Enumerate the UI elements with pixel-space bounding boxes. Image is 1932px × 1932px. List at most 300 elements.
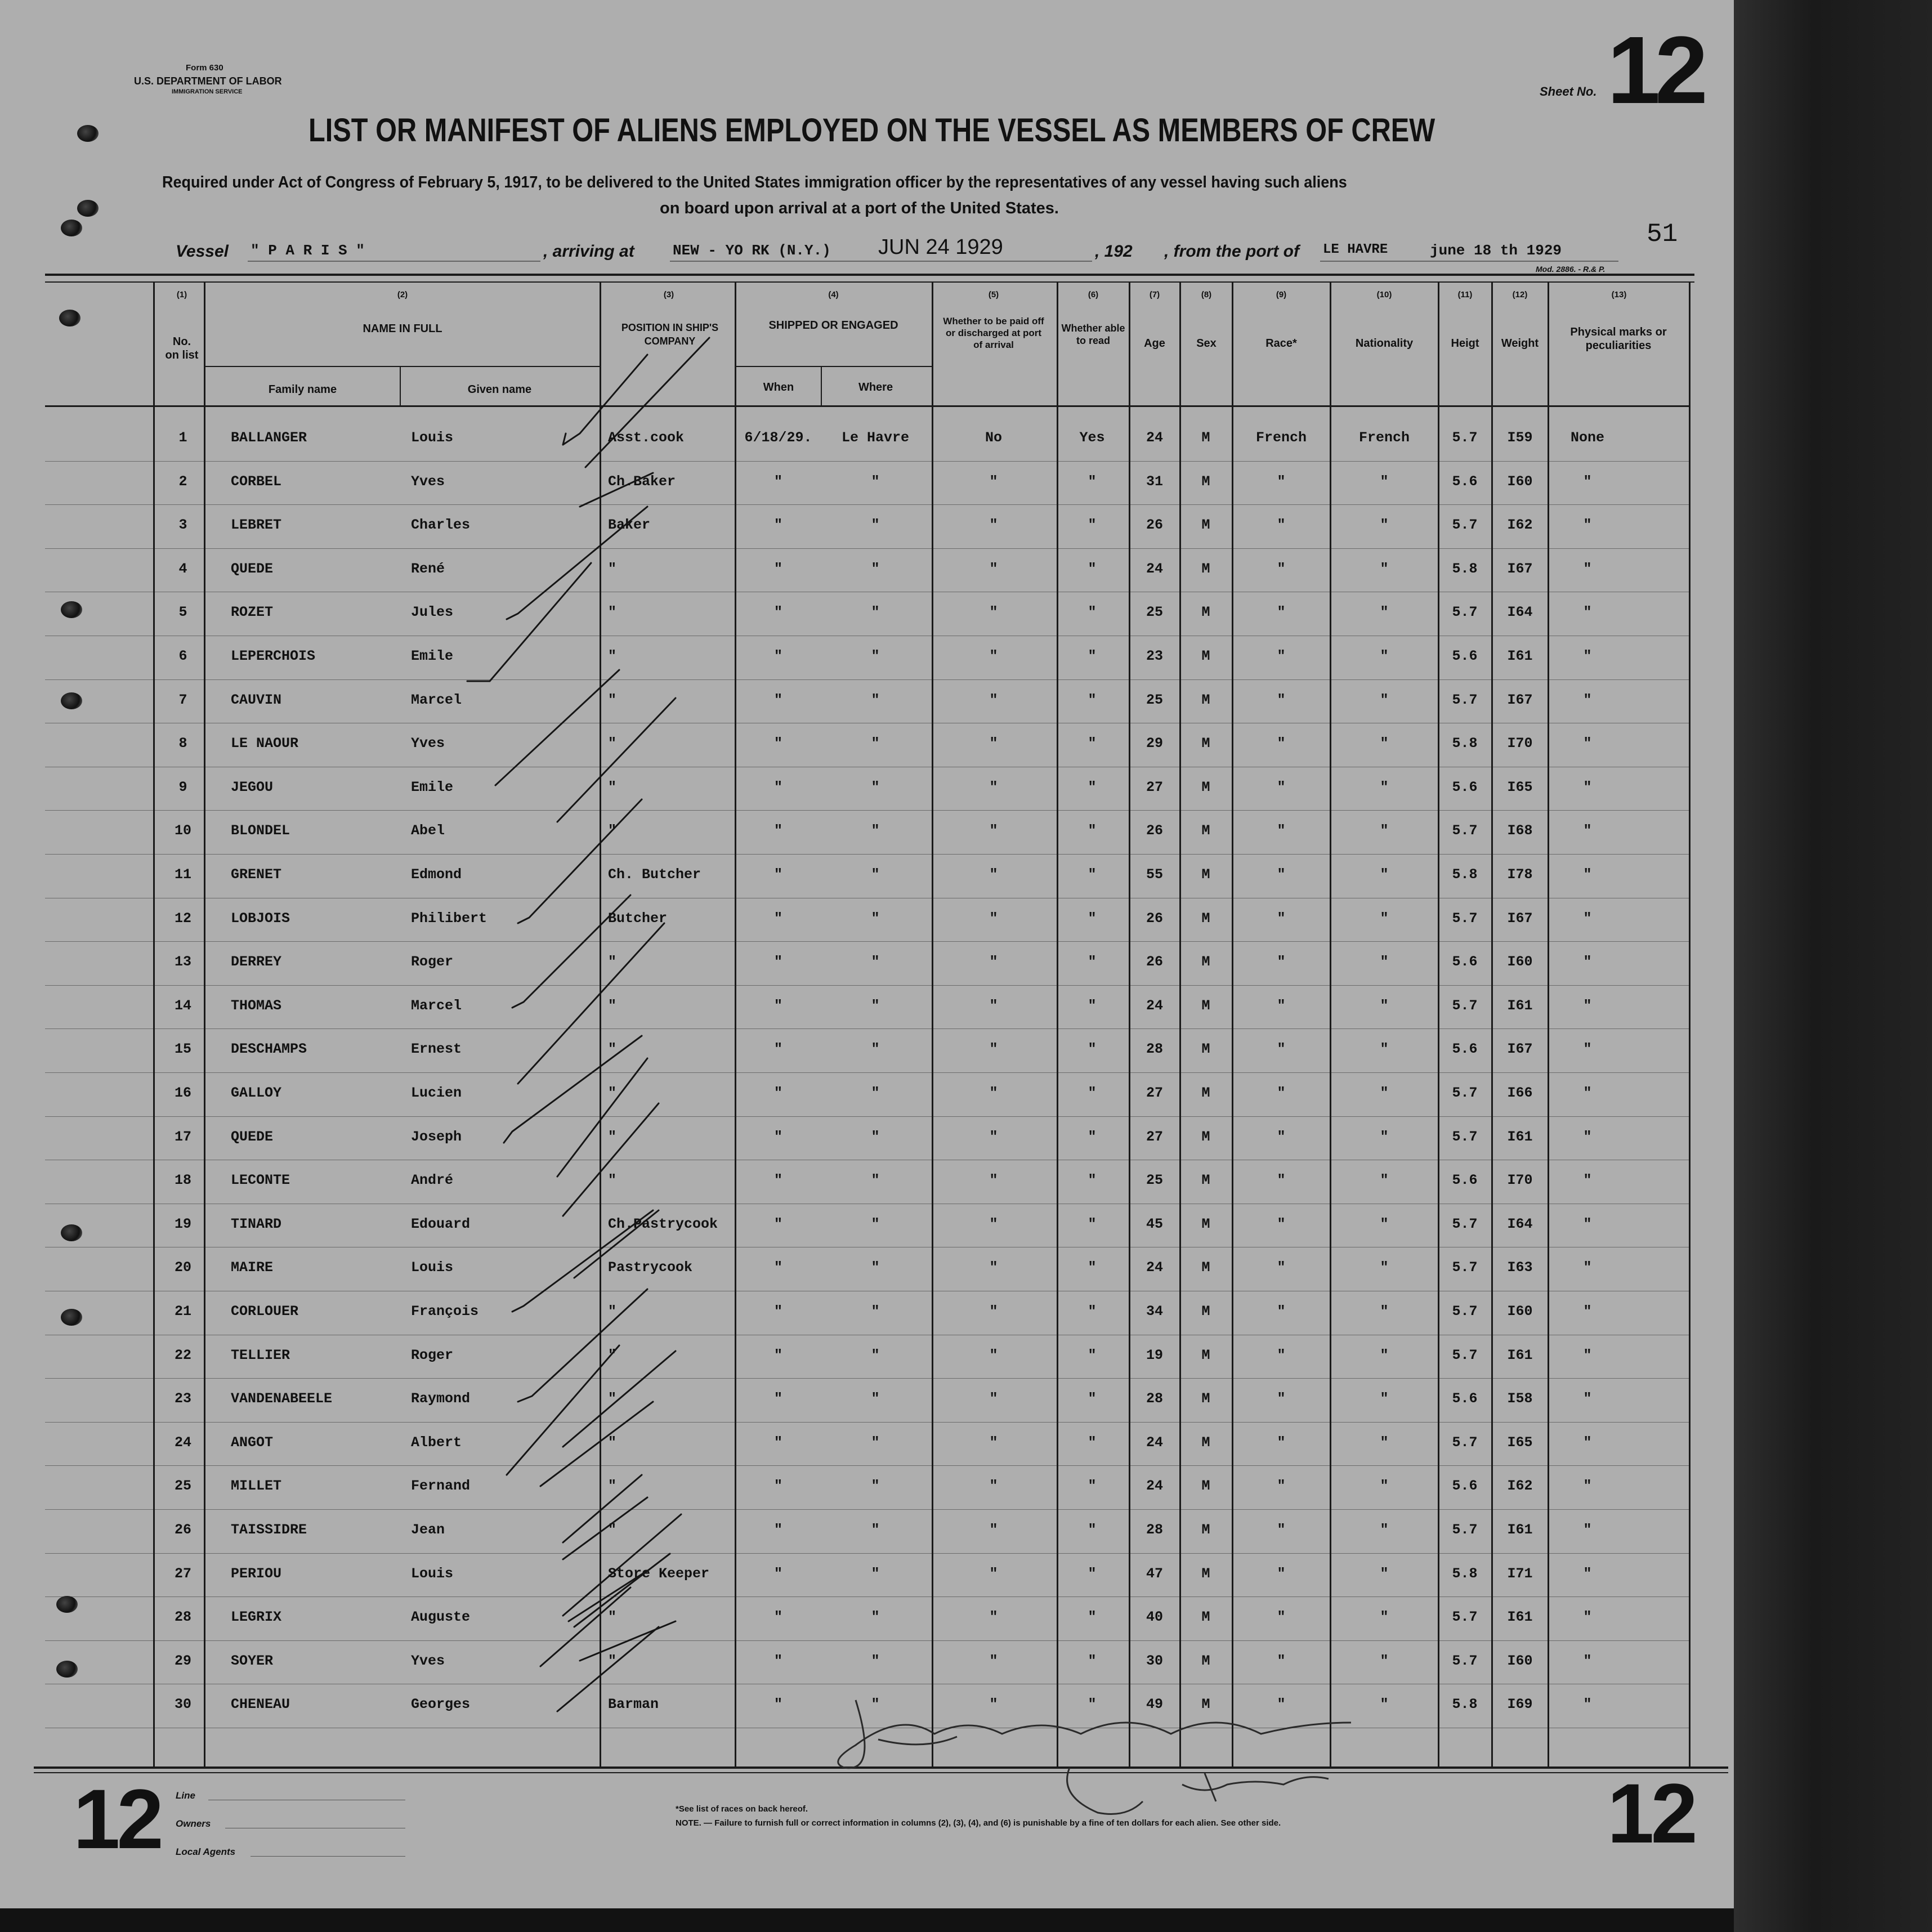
no-on-list-cell: 3 bbox=[178, 517, 187, 534]
nationality-cell: " bbox=[1380, 1522, 1389, 1538]
no-on-list-cell: 25 bbox=[174, 1478, 191, 1495]
no-on-list-cell: 22 bbox=[174, 1347, 191, 1363]
sex-cell: M bbox=[1201, 1565, 1210, 1582]
physical-marks-cell: " bbox=[1583, 735, 1592, 752]
family-name-cell: MAIRE bbox=[231, 1259, 274, 1276]
nationality-cell: " bbox=[1380, 1347, 1389, 1363]
no-on-list-cell: 5 bbox=[178, 604, 187, 621]
shipped-where-cell: " bbox=[871, 1522, 880, 1538]
shipped-where-cell: " bbox=[871, 1347, 880, 1363]
sex-cell: M bbox=[1201, 822, 1210, 839]
race-cell: " bbox=[1277, 1696, 1286, 1713]
position-cell: " bbox=[608, 1303, 617, 1320]
family-name-cell: LEGRIX bbox=[231, 1609, 282, 1626]
physical-marks-cell: " bbox=[1583, 779, 1592, 795]
paid-off-cell: " bbox=[989, 954, 998, 971]
shipped-where-cell: " bbox=[871, 517, 880, 534]
height-cell: 5.6 bbox=[1452, 1172, 1478, 1189]
col-shipped-engaged: SHIPPED OR ENGAGED bbox=[768, 319, 898, 332]
local-agents-label: Local Agents bbox=[176, 1846, 236, 1857]
col-11-number: (11) bbox=[1457, 290, 1473, 299]
from-port-label: , from the port of bbox=[1164, 242, 1299, 261]
position-cell: Ch. Butcher bbox=[608, 866, 701, 883]
able-to-read-cell: " bbox=[1088, 822, 1097, 839]
able-to-read-cell: " bbox=[1088, 1390, 1097, 1407]
no-on-list-cell: 30 bbox=[174, 1696, 191, 1713]
physical-marks-cell: " bbox=[1583, 1215, 1592, 1232]
able-to-read-cell: " bbox=[1088, 604, 1097, 621]
shipped-where-cell: " bbox=[871, 1215, 880, 1232]
col-position: POSITION IN SHIP'S COMPANY bbox=[621, 322, 719, 347]
sex-cell: M bbox=[1201, 910, 1210, 927]
weight-cell: I65 bbox=[1507, 1434, 1533, 1451]
position-cell: " bbox=[608, 1041, 617, 1058]
given-name-cell: Emile bbox=[411, 779, 454, 795]
weight-cell: I67 bbox=[1507, 910, 1533, 927]
col-family-name: Family name bbox=[268, 383, 337, 396]
paid-off-cell: " bbox=[989, 1652, 998, 1669]
nationality-cell: " bbox=[1380, 1478, 1389, 1495]
col-5-number: (5) bbox=[988, 290, 999, 299]
sex-cell: M bbox=[1201, 473, 1210, 490]
paid-off-cell: " bbox=[989, 1303, 998, 1320]
weight-cell: I60 bbox=[1507, 1652, 1533, 1669]
family-name-cell: LECONTE bbox=[231, 1172, 290, 1189]
shipped-where-cell: " bbox=[871, 822, 880, 839]
given-name-cell: Jean bbox=[411, 1522, 445, 1538]
paid-off-cell: " bbox=[989, 1390, 998, 1407]
arrival-date-stamp: JUN 24 1929 bbox=[878, 235, 1003, 259]
physical-marks-cell: " bbox=[1583, 822, 1592, 839]
height-cell: 5.7 bbox=[1452, 822, 1478, 839]
shipped-where-cell: " bbox=[871, 1609, 880, 1626]
height-cell: 5.6 bbox=[1452, 473, 1478, 490]
physical-marks-cell: " bbox=[1583, 910, 1592, 927]
shipped-where-cell: " bbox=[871, 604, 880, 621]
given-name-cell: Yves bbox=[411, 735, 445, 752]
able-to-read-cell: " bbox=[1088, 517, 1097, 534]
paid-off-cell: " bbox=[989, 1696, 998, 1713]
weight-cell: I62 bbox=[1507, 517, 1533, 534]
race-cell: " bbox=[1277, 1609, 1286, 1626]
position-cell: " bbox=[608, 1085, 617, 1101]
race-cell: " bbox=[1277, 604, 1286, 621]
physical-marks-cell: " bbox=[1583, 691, 1592, 708]
race-cell: " bbox=[1277, 1215, 1286, 1232]
family-name-cell: DESCHAMPS bbox=[231, 1041, 307, 1058]
subtitle-line-2: on board upon arrival at a port of the United States. bbox=[660, 199, 1059, 217]
given-name-cell: Marcel bbox=[411, 691, 462, 708]
height-cell: 5.7 bbox=[1452, 1085, 1478, 1101]
weight-cell: I67 bbox=[1507, 1041, 1533, 1058]
no-on-list-cell: 16 bbox=[174, 1085, 191, 1101]
age-cell: 28 bbox=[1146, 1041, 1163, 1058]
height-cell: 5.7 bbox=[1452, 430, 1478, 446]
shipped-where-cell: " bbox=[871, 473, 880, 490]
given-name-cell: Abel bbox=[411, 822, 445, 839]
height-cell: 5.6 bbox=[1452, 1041, 1478, 1058]
shipped-when-cell: " bbox=[773, 1609, 782, 1626]
shipped-where-cell: " bbox=[871, 1303, 880, 1320]
shipped-when-cell: " bbox=[773, 691, 782, 708]
shipped-when-cell: " bbox=[773, 910, 782, 927]
nationality-cell: " bbox=[1380, 604, 1389, 621]
nationality-cell: " bbox=[1380, 1172, 1389, 1189]
col-race: Race* bbox=[1265, 337, 1297, 350]
race-cell: " bbox=[1277, 648, 1286, 664]
col-8-number: (8) bbox=[1201, 290, 1212, 299]
corner-number-left: 12 bbox=[73, 1772, 160, 1866]
shipped-when-cell: " bbox=[773, 1696, 782, 1713]
shipped-where-cell: " bbox=[871, 560, 880, 577]
physical-marks-cell: " bbox=[1583, 560, 1592, 577]
given-name-cell: Jules bbox=[411, 604, 454, 621]
no-on-list-cell: 28 bbox=[174, 1609, 191, 1626]
given-name-cell: Philibert bbox=[411, 910, 488, 927]
race-cell: " bbox=[1277, 779, 1286, 795]
race-cell: " bbox=[1277, 910, 1286, 927]
col-4-number: (4) bbox=[828, 290, 839, 299]
no-on-list-cell: 8 bbox=[178, 735, 187, 752]
age-cell: 25 bbox=[1146, 1172, 1163, 1189]
height-cell: 5.8 bbox=[1452, 1565, 1478, 1582]
nationality-cell: " bbox=[1380, 866, 1389, 883]
sex-cell: M bbox=[1201, 779, 1210, 795]
shipped-when-cell: " bbox=[773, 1565, 782, 1582]
age-cell: 28 bbox=[1146, 1390, 1163, 1407]
paid-off-cell: " bbox=[989, 517, 998, 534]
height-cell: 5.7 bbox=[1452, 604, 1478, 621]
col-age: Age bbox=[1144, 337, 1165, 350]
physical-marks-cell: " bbox=[1583, 1609, 1592, 1626]
sex-cell: M bbox=[1201, 648, 1210, 664]
shipped-when-cell: " bbox=[773, 1434, 782, 1451]
no-on-list-cell: 24 bbox=[174, 1434, 191, 1451]
able-to-read-cell: " bbox=[1088, 1347, 1097, 1363]
age-cell: 19 bbox=[1146, 1347, 1163, 1363]
height-cell: 5.7 bbox=[1452, 1303, 1478, 1320]
shipped-where-cell: " bbox=[871, 691, 880, 708]
height-cell: 5.7 bbox=[1452, 1215, 1478, 1232]
shipped-when-cell: " bbox=[773, 997, 782, 1014]
race-cell: " bbox=[1277, 1303, 1286, 1320]
weight-cell: I78 bbox=[1507, 866, 1533, 883]
able-to-read-cell: " bbox=[1088, 866, 1097, 883]
weight-cell: I61 bbox=[1507, 1347, 1533, 1363]
race-cell: " bbox=[1277, 1259, 1286, 1276]
family-name-cell: CORLOUER bbox=[231, 1303, 299, 1320]
age-cell: 23 bbox=[1146, 648, 1163, 664]
physical-marks-cell: " bbox=[1583, 1085, 1592, 1101]
paid-off-cell: " bbox=[989, 1041, 998, 1058]
able-to-read-cell: " bbox=[1088, 1041, 1097, 1058]
col-given-name: Given name bbox=[467, 383, 532, 396]
shipped-when-cell: " bbox=[773, 1041, 782, 1058]
no-on-list-cell: 14 bbox=[174, 997, 191, 1014]
weight-cell: I67 bbox=[1507, 691, 1533, 708]
shipped-where-cell: " bbox=[871, 779, 880, 795]
given-name-cell: Joseph bbox=[411, 1128, 462, 1145]
arriving-label: , arriving at bbox=[543, 242, 634, 261]
weight-cell: I61 bbox=[1507, 1128, 1533, 1145]
nationality-cell: " bbox=[1380, 473, 1389, 490]
race-cell: " bbox=[1277, 822, 1286, 839]
nationality-cell: French bbox=[1358, 430, 1410, 446]
shipped-where-cell: " bbox=[871, 997, 880, 1014]
no-on-list-cell: 29 bbox=[174, 1652, 191, 1669]
position-cell: Ch.Baker bbox=[608, 473, 676, 490]
no-on-list-cell: 6 bbox=[178, 648, 187, 664]
family-name-cell: PERIOU bbox=[231, 1565, 282, 1582]
paid-off-cell: " bbox=[989, 866, 998, 883]
sex-cell: M bbox=[1201, 1172, 1210, 1189]
no-on-list-cell: 9 bbox=[178, 779, 187, 795]
able-to-read-cell: " bbox=[1088, 1478, 1097, 1495]
family-name-cell: THOMAS bbox=[231, 997, 282, 1014]
race-cell: " bbox=[1277, 1085, 1286, 1101]
family-name-cell: TAISSIDRE bbox=[231, 1522, 307, 1538]
nationality-cell: " bbox=[1380, 648, 1389, 664]
family-name-cell: LOBJOIS bbox=[231, 910, 290, 927]
family-name-cell: BALLANGER bbox=[231, 430, 307, 446]
nationality-cell: " bbox=[1380, 560, 1389, 577]
sex-cell: M bbox=[1201, 1347, 1210, 1363]
paid-off-cell: " bbox=[989, 560, 998, 577]
shipped-where-cell: " bbox=[871, 910, 880, 927]
no-on-list-cell: 21 bbox=[174, 1303, 191, 1320]
corner-number-right: 12 bbox=[1607, 1766, 1694, 1861]
col-12-number: (12) bbox=[1512, 290, 1528, 299]
age-cell: 24 bbox=[1146, 430, 1163, 446]
shipped-when-cell: " bbox=[773, 866, 782, 883]
given-name-cell: Auguste bbox=[411, 1609, 471, 1626]
sex-cell: M bbox=[1201, 1478, 1210, 1495]
height-cell: 5.8 bbox=[1452, 560, 1478, 577]
position-cell: " bbox=[608, 1434, 617, 1451]
shipped-when-cell: " bbox=[773, 604, 782, 621]
physical-marks-cell: " bbox=[1583, 1478, 1592, 1495]
col-where: Where bbox=[858, 381, 893, 393]
age-cell: 40 bbox=[1146, 1609, 1163, 1626]
physical-marks-cell: " bbox=[1583, 1390, 1592, 1407]
nationality-cell: " bbox=[1380, 779, 1389, 795]
shipped-when-cell: " bbox=[773, 473, 782, 490]
height-cell: 5.8 bbox=[1452, 1696, 1478, 1713]
height-cell: 5.6 bbox=[1452, 1478, 1478, 1495]
weight-cell: I70 bbox=[1507, 1172, 1533, 1189]
page-title: LIST OR MANIFEST OF ALIENS EMPLOYED ON THE VESSEL AS MEMBERS OF CREW bbox=[308, 112, 1435, 149]
nationality-cell: " bbox=[1380, 1215, 1389, 1232]
weight-cell: I62 bbox=[1507, 1478, 1533, 1495]
year-label: , 192 bbox=[1095, 242, 1133, 261]
physical-marks-cell: " bbox=[1583, 1434, 1592, 1451]
height-cell: 5.7 bbox=[1452, 1128, 1478, 1145]
age-cell: 27 bbox=[1146, 1085, 1163, 1101]
family-name-cell: LEPERCHOIS bbox=[231, 648, 316, 664]
age-cell: 26 bbox=[1146, 517, 1163, 534]
paid-off-cell: " bbox=[989, 779, 998, 795]
vessel-label: Vessel bbox=[176, 242, 229, 261]
paid-off-cell: " bbox=[989, 1128, 998, 1145]
nationality-cell: " bbox=[1380, 1085, 1389, 1101]
position-cell: " bbox=[608, 691, 617, 708]
family-name-cell: TELLIER bbox=[231, 1347, 290, 1363]
sex-cell: M bbox=[1201, 1215, 1210, 1232]
col-3-number: (3) bbox=[663, 290, 674, 299]
sex-cell: M bbox=[1201, 1041, 1210, 1058]
paid-off-cell: " bbox=[989, 1434, 998, 1451]
given-name-cell: Marcel bbox=[411, 997, 462, 1014]
shipped-when-cell: 6/18/29. bbox=[744, 430, 812, 446]
able-to-read-cell: " bbox=[1088, 1609, 1097, 1626]
weight-cell: I64 bbox=[1507, 604, 1533, 621]
sex-cell: M bbox=[1201, 1434, 1210, 1451]
weight-cell: I60 bbox=[1507, 473, 1533, 490]
family-name-cell: BLONDEL bbox=[231, 822, 290, 839]
no-on-list-cell: 1 bbox=[178, 430, 187, 446]
shipped-where-cell: " bbox=[871, 954, 880, 971]
sex-cell: M bbox=[1201, 691, 1210, 708]
subtitle-line-1: Required under Act of Congress of February 5, 1917, to be delivered to the United States immigration officer by the representatives of any vessel having such aliens bbox=[162, 173, 1347, 191]
position-cell: " bbox=[608, 560, 617, 577]
able-to-read-cell: " bbox=[1088, 473, 1097, 490]
sex-cell: M bbox=[1201, 1652, 1210, 1669]
shipped-when-cell: " bbox=[773, 1652, 782, 1669]
family-name-cell: TINARD bbox=[231, 1215, 282, 1232]
family-name-cell: JEGOU bbox=[231, 779, 274, 795]
nationality-cell: " bbox=[1380, 1652, 1389, 1669]
paid-off-cell: " bbox=[989, 1609, 998, 1626]
no-on-list-cell: 15 bbox=[174, 1041, 191, 1058]
family-name-cell: CHENEAU bbox=[231, 1696, 290, 1713]
mod-note: Mod. 2886. - R.& P. bbox=[1536, 265, 1605, 274]
family-name-cell: GALLOY bbox=[231, 1085, 282, 1101]
position-cell: Store Keeper bbox=[608, 1565, 710, 1582]
height-cell: 5.7 bbox=[1452, 691, 1478, 708]
shipped-when-cell: " bbox=[773, 822, 782, 839]
sex-cell: M bbox=[1201, 1303, 1210, 1320]
arrival-port: NEW - YO RK (N.Y.) bbox=[673, 242, 831, 259]
position-cell: Butcher bbox=[608, 910, 668, 927]
position-cell: " bbox=[608, 822, 617, 839]
sex-cell: M bbox=[1201, 1259, 1210, 1276]
no-on-list-cell: 11 bbox=[174, 866, 191, 883]
race-cell: " bbox=[1277, 1172, 1286, 1189]
physical-marks-cell: " bbox=[1583, 648, 1592, 664]
position-cell: " bbox=[608, 1478, 617, 1495]
given-name-cell: Yves bbox=[411, 473, 445, 490]
physical-marks-cell: " bbox=[1583, 1041, 1592, 1058]
given-name-cell: Georges bbox=[411, 1696, 471, 1713]
age-cell: 27 bbox=[1146, 1128, 1163, 1145]
officer-signature bbox=[838, 1700, 1351, 1814]
no-on-list-cell: 18 bbox=[174, 1172, 191, 1189]
race-cell: " bbox=[1277, 1434, 1286, 1451]
race-cell: " bbox=[1277, 473, 1286, 490]
position-cell: " bbox=[608, 1172, 617, 1189]
given-name-cell: Yves bbox=[411, 1652, 445, 1669]
height-cell: 5.8 bbox=[1452, 735, 1478, 752]
race-cell: " bbox=[1277, 560, 1286, 577]
paid-off-cell: No bbox=[985, 430, 1002, 446]
age-cell: 26 bbox=[1146, 910, 1163, 927]
able-to-read-cell: " bbox=[1088, 997, 1097, 1014]
col-height: Heigt bbox=[1451, 337, 1479, 350]
no-on-list-cell: 10 bbox=[174, 822, 191, 839]
col-9-number: (9) bbox=[1276, 290, 1287, 299]
shipped-where-cell: " bbox=[871, 1652, 880, 1669]
physical-marks-cell: " bbox=[1583, 997, 1592, 1014]
race-cell: " bbox=[1277, 1565, 1286, 1582]
able-to-read-cell: " bbox=[1088, 1259, 1097, 1276]
departure-port: LE HAVRE bbox=[1323, 242, 1388, 257]
weight-cell: I61 bbox=[1507, 997, 1533, 1014]
family-name-cell: DERREY bbox=[231, 954, 282, 971]
height-cell: 5.7 bbox=[1452, 1609, 1478, 1626]
race-cell: " bbox=[1277, 1128, 1286, 1145]
nationality-cell: " bbox=[1380, 1390, 1389, 1407]
age-cell: 31 bbox=[1146, 473, 1163, 490]
paid-off-cell: " bbox=[989, 1347, 998, 1363]
race-cell: " bbox=[1277, 735, 1286, 752]
able-to-read-cell: " bbox=[1088, 1172, 1097, 1189]
shipped-where-cell: " bbox=[871, 1259, 880, 1276]
position-cell: " bbox=[608, 648, 617, 664]
age-cell: 29 bbox=[1146, 735, 1163, 752]
shipped-where-cell: " bbox=[871, 1390, 880, 1407]
able-to-read-cell: Yes bbox=[1079, 430, 1105, 446]
nationality-cell: " bbox=[1380, 822, 1389, 839]
col-10-number: (10) bbox=[1376, 290, 1392, 299]
position-cell: " bbox=[608, 1390, 617, 1407]
family-name-cell: LEBRET bbox=[231, 517, 282, 534]
given-name-cell: Lucien bbox=[411, 1085, 462, 1101]
sex-cell: M bbox=[1201, 1696, 1210, 1713]
paid-off-cell: " bbox=[989, 735, 998, 752]
col-weight: Weight bbox=[1501, 337, 1539, 350]
shipped-when-cell: " bbox=[773, 560, 782, 577]
weight-cell: I59 bbox=[1507, 430, 1533, 446]
weight-cell: I60 bbox=[1507, 1303, 1533, 1320]
paid-off-cell: " bbox=[989, 473, 998, 490]
physical-marks-cell: " bbox=[1583, 604, 1592, 621]
nationality-cell: " bbox=[1380, 1041, 1389, 1058]
race-cell: " bbox=[1277, 1041, 1286, 1058]
col-name-in-full: NAME IN FULL bbox=[363, 323, 442, 335]
height-cell: 5.7 bbox=[1452, 1434, 1478, 1451]
age-cell: 24 bbox=[1146, 1259, 1163, 1276]
able-to-read-cell: " bbox=[1088, 1303, 1097, 1320]
no-on-list-cell: 7 bbox=[178, 691, 187, 708]
weight-cell: I64 bbox=[1507, 1215, 1533, 1232]
shipped-when-cell: " bbox=[773, 1259, 782, 1276]
no-on-list-cell: 19 bbox=[174, 1215, 191, 1232]
nationality-cell: " bbox=[1380, 954, 1389, 971]
height-cell: 5.7 bbox=[1452, 1259, 1478, 1276]
nationality-cell: " bbox=[1380, 1303, 1389, 1320]
physical-marks-cell: " bbox=[1583, 866, 1592, 883]
able-to-read-cell: " bbox=[1088, 779, 1097, 795]
position-cell: " bbox=[608, 1347, 617, 1363]
able-to-read-cell: " bbox=[1088, 910, 1097, 927]
shipped-where-cell: " bbox=[871, 1172, 880, 1189]
position-cell: Barman bbox=[608, 1696, 659, 1713]
col-6-number: (6) bbox=[1088, 290, 1099, 299]
given-name-cell: Fernand bbox=[411, 1478, 471, 1495]
nationality-cell: " bbox=[1380, 1128, 1389, 1145]
family-name-cell: MILLET bbox=[231, 1478, 282, 1495]
age-cell: 25 bbox=[1146, 691, 1163, 708]
